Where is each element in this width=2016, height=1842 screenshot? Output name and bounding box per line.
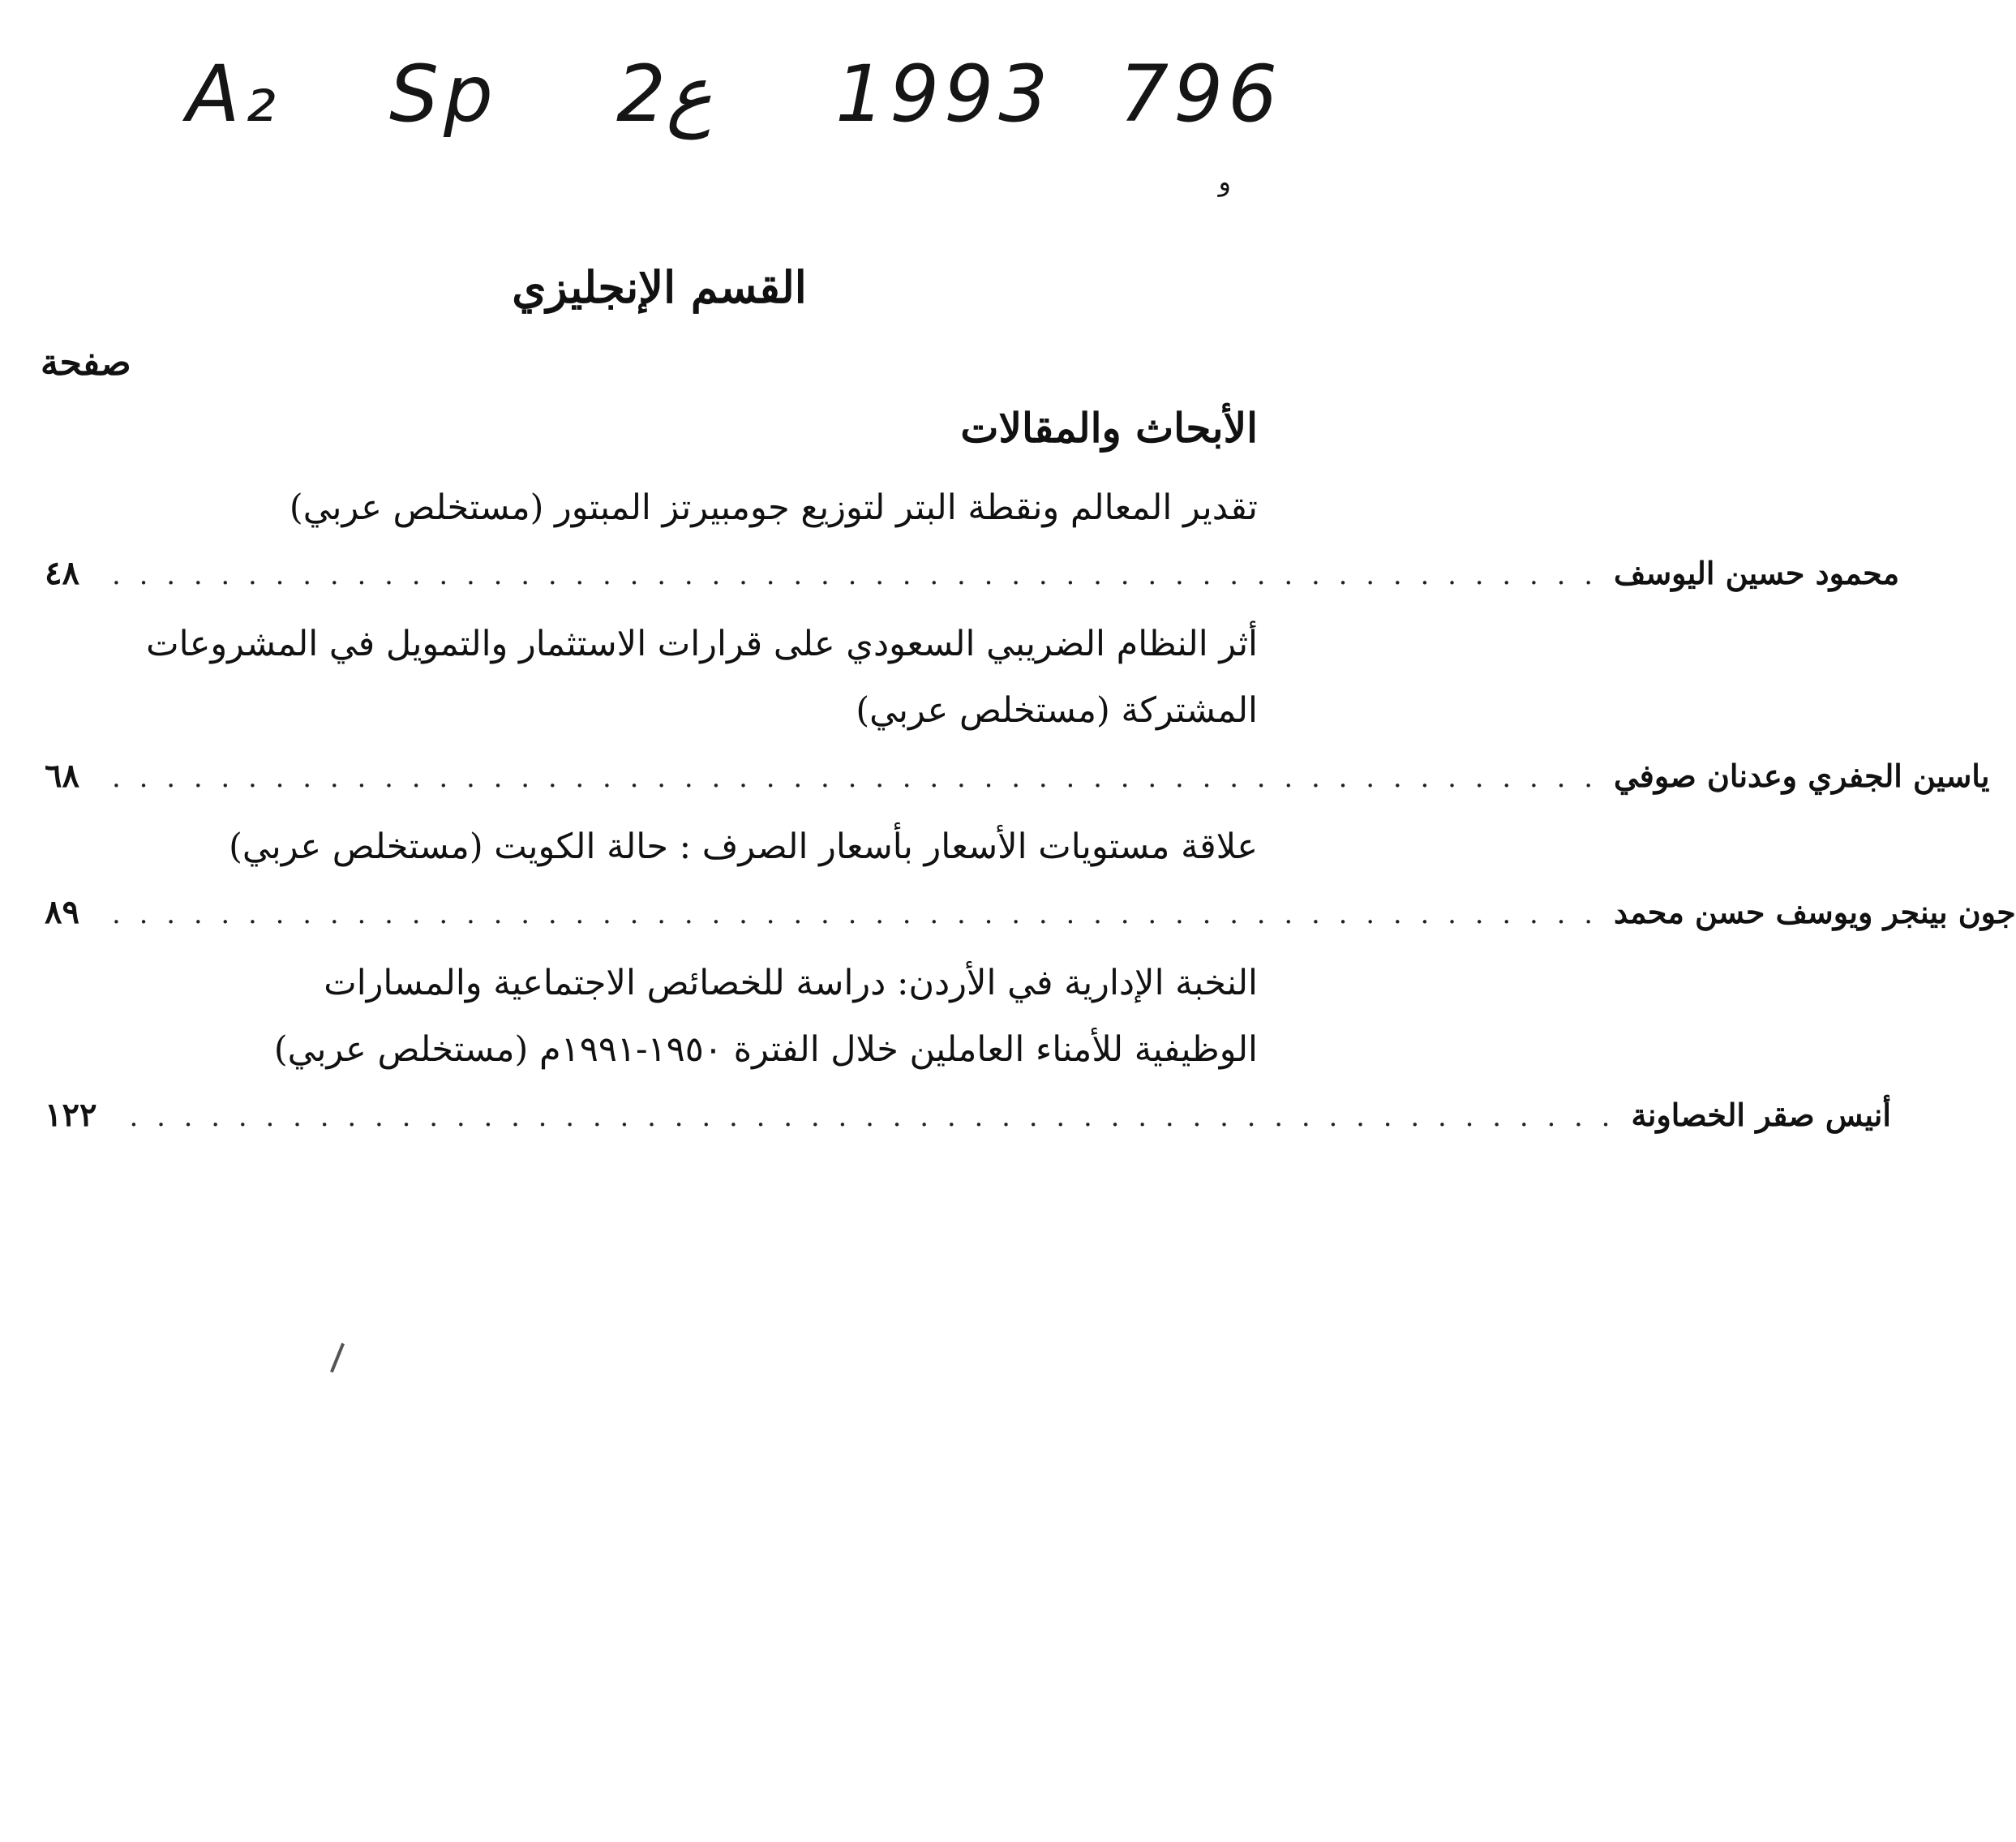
entry-title-line: الوظيفية للأمناء العاملين خلال الفترة ١٩٥٠-١٩٩١م (مستخلص عربي)	[273, 1029, 1258, 1070]
handwritten-part-1: A₂	[187, 49, 281, 140]
entry-author-row	[45, 541, 1900, 606]
entry-title-line: النخبة الإدارية في الأردن: دراسة للخصائص الاجتماعية والمسارات	[324, 963, 1258, 1003]
entry-page-number: ٦٨	[45, 757, 79, 795]
entry-title	[45, 474, 1258, 541]
section-title: القسم الإنجليزي	[512, 261, 807, 313]
toc-entry	[45, 814, 2016, 945]
toc-entry	[45, 950, 1891, 1148]
entry-title-line: علاقة مستويات الأسعار بأسعار الصرف : حالة الكويت (مستخلص عربي)	[229, 827, 1258, 867]
entry-title-line: أثر النظام الضريبي السعودي على قرارات الاستثمار والتمويل في المشروعات	[146, 624, 1258, 664]
entry-page-number: ١٢٢	[45, 1096, 97, 1134]
entry-title-line: المشتركة (مستخلص عربي)	[856, 690, 1258, 731]
scan-artifact-mark	[330, 1343, 345, 1373]
handwritten-part-4: 1993	[835, 49, 1053, 140]
page-number-letter: و	[1218, 166, 1231, 197]
page-column-label: صفحة	[41, 342, 131, 384]
toc-entry	[45, 474, 1900, 606]
dot-leader: . . . . . . . . . . . . . . . . . . . . . . . . . . . . . . . . . . . . . . . . . . . . . . . . . . . . . . .	[111, 559, 1598, 591]
entry-author-row	[45, 1083, 1891, 1148]
entry-page-number: ٨٩	[45, 893, 79, 931]
handwritten-catalog-note	[187, 49, 1283, 170]
entry-author-row	[45, 880, 2016, 945]
handwritten-part-2: Sp	[389, 49, 498, 140]
articles-heading: الأبحاث والمقالات	[960, 404, 1258, 452]
table-of-contents	[45, 474, 2016, 1153]
entry-author: ياسين الجفري وعدنان صوفي	[1614, 758, 1990, 794]
entry-author-row	[45, 744, 1990, 809]
entry-title	[45, 611, 1258, 744]
handwritten-part-3: 2ع	[616, 49, 713, 140]
dot-leader: . . . . . . . . . . . . . . . . . . . . . . . . . . . . . . . . . . . . . . . . . . . . . . . . . . . . . . .	[111, 762, 1598, 794]
entry-title	[45, 814, 1258, 880]
handwritten-part-5: 796	[1119, 49, 1283, 140]
entry-page-number: ٤٨	[45, 554, 79, 592]
entry-title	[45, 950, 1258, 1083]
entry-author: أنيس صقر الخصاونة	[1631, 1097, 1891, 1133]
entry-author: جون بينجر ويوسف حسن محمد	[1614, 894, 2016, 930]
toc-entry	[45, 611, 1990, 809]
dot-leader: . . . . . . . . . . . . . . . . . . . . . . . . . . . . . . . . . . . . . . . . . . . . . . . . . . . . . . .	[129, 1101, 1615, 1133]
entry-author: محمود حسين اليوسف	[1614, 555, 1900, 591]
dot-leader: . . . . . . . . . . . . . . . . . . . . . . . . . . . . . . . . . . . . . . . . . . . . . . . . . . . . . . .	[111, 898, 1598, 930]
entry-title-line: تقدير المعالم ونقطة البتر لتوزيع جومبيرتز المبتور (مستخلص عربي)	[289, 487, 1258, 528]
